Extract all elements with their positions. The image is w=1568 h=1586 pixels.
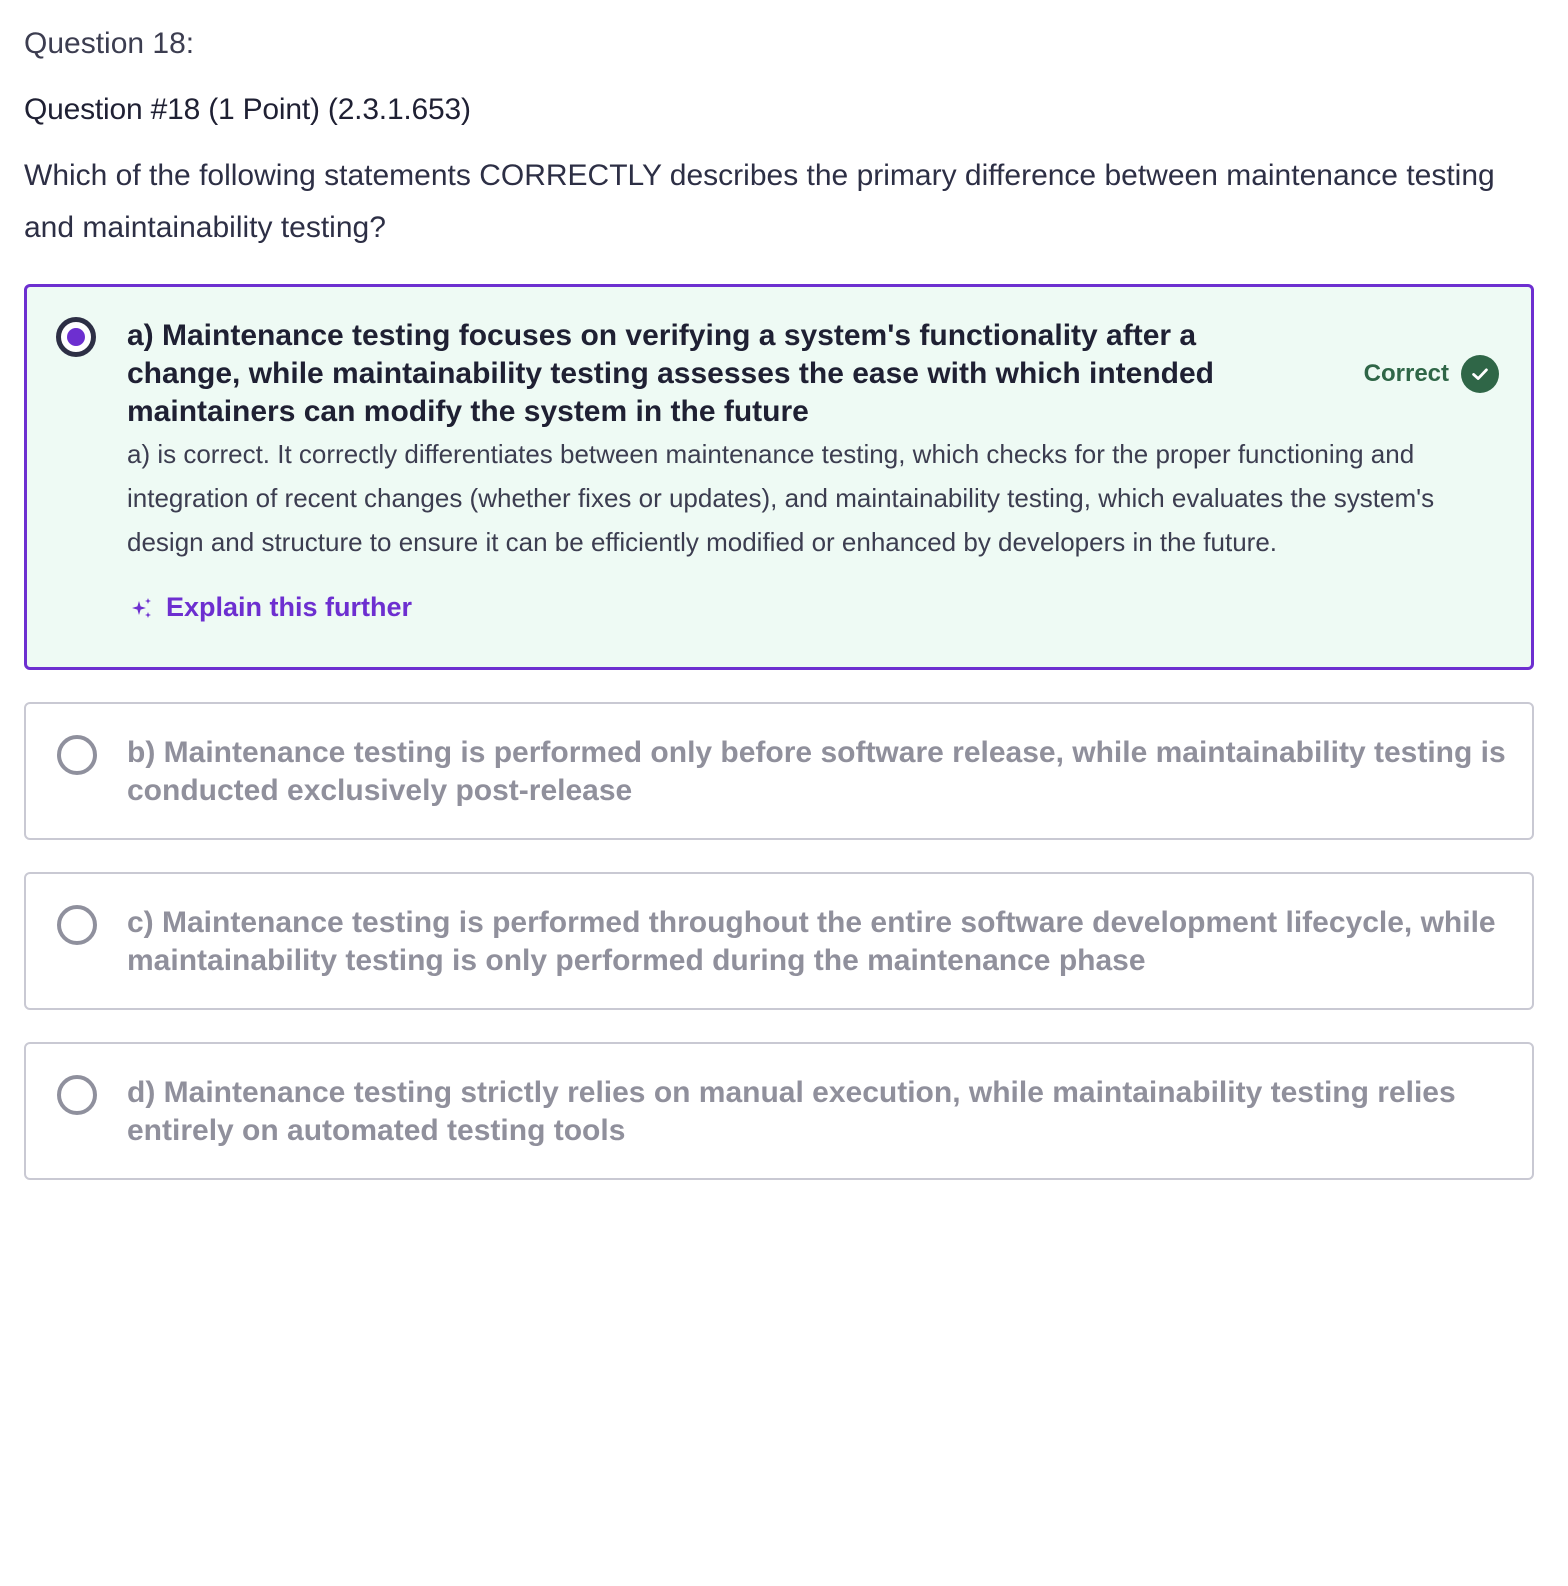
answer-feedback: a) is correct. It correctly differentiates between maintenance testing, which checks for the proper functioning and integration of recent changes (whether fixes or updates), and maintainability testing, which evaluates the system's design and structure to ensure it can be efficiently modified or enhanced by developers in the future. bbox=[127, 439, 1435, 557]
correct-badge bbox=[1364, 355, 1499, 393]
radio-button[interactable] bbox=[57, 735, 97, 775]
explain-further-label: Explain this further bbox=[166, 592, 413, 622]
answer-option-b[interactable] bbox=[24, 702, 1534, 840]
option-label: b) Maintenance testing is performed only before software release, while maintainability testing is conducted exclusively post-release bbox=[127, 736, 1506, 807]
question-meta: Question #18 (1 Point) (2.3.1.653) bbox=[24, 93, 471, 126]
explain-further-button[interactable] bbox=[130, 592, 412, 623]
sparkle-icon bbox=[130, 596, 154, 620]
radio-dot-icon bbox=[67, 328, 85, 346]
answer-options bbox=[24, 284, 1536, 1180]
option-label: c) Maintenance testing is performed throughout the entire software development lifecycle, while maintainability testing is only performed during the maintenance phase bbox=[127, 906, 1496, 977]
answer-option-a[interactable] bbox=[24, 284, 1534, 670]
question-prompt: Which of the following statements CORRECTLY describes the primary difference between maintenance testing and maintainability testing? bbox=[24, 159, 1495, 244]
correct-label: Correct bbox=[1363, 360, 1449, 387]
question-header: Question 18: bbox=[24, 27, 195, 60]
answer-option-d[interactable] bbox=[24, 1042, 1534, 1180]
option-label: a) Maintenance testing focuses on verifying a system's functionality after a change, while maintainability testing assesses the ease with which intended maintainers can modify the system in the future bbox=[127, 319, 1214, 428]
answer-option-c[interactable] bbox=[24, 872, 1534, 1010]
radio-button[interactable] bbox=[57, 905, 97, 945]
option-label: d) Maintenance testing strictly relies on manual execution, while maintainability testing relies entirely on automated testing tools bbox=[127, 1076, 1456, 1147]
radio-button[interactable] bbox=[57, 1075, 97, 1115]
radio-button-selected[interactable] bbox=[56, 317, 96, 357]
check-circle-icon bbox=[1461, 355, 1499, 393]
